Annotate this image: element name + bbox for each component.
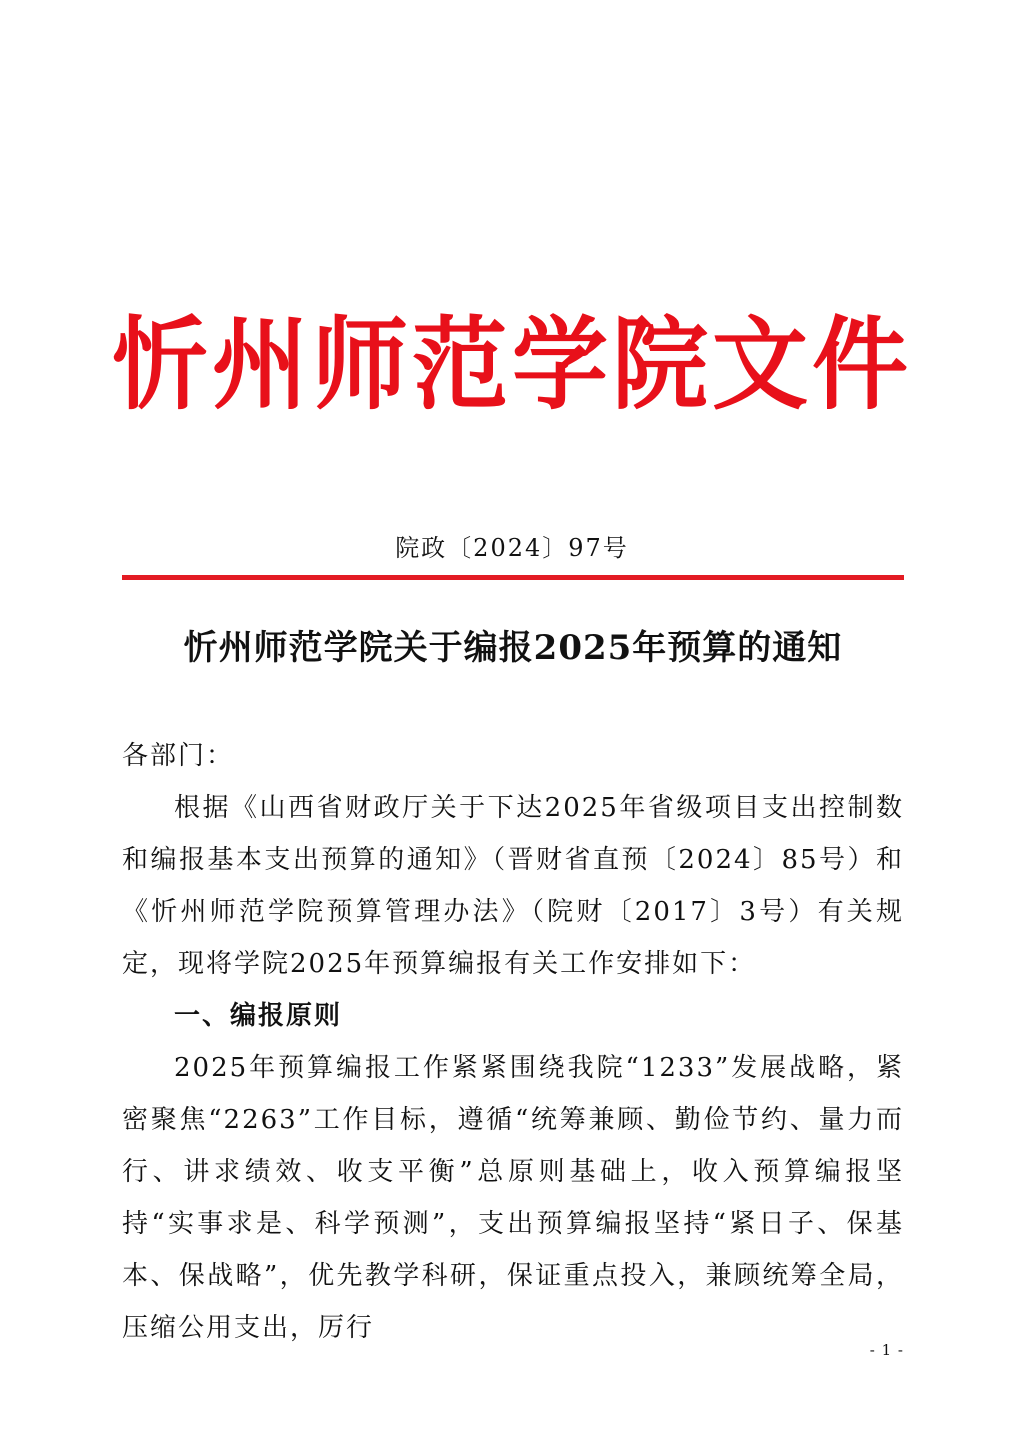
intro-paragraph: 根据《山西省财政厅关于下达2025年省级项目支出控制数和编报基本支出预算的通知》（晋财省直预〔2024〕85号）和《忻州师范学院预算管理办法》（院财〔2017〕3号）有关规定，现将学院2025年预算编报有关工作安排如下： [122,793,904,979]
red-divider-line [122,575,904,580]
masthead-title: 忻州师范学院文件 [112,305,912,424]
document-title: 忻州师范学院关于编报2025年预算的通知 [183,628,843,668]
section-heading: 一、编报原则 [174,1001,343,1031]
salutation: 各部门： [122,741,235,771]
document-body [122,730,904,1354]
document-number: 院政〔2024〕97号 [395,534,629,562]
page-number: - 1 - [869,1341,904,1359]
section-paragraph: 2025年预算编报工作紧紧围绕我院“1233”发展战略，紧密聚焦“2263”工作目标，遵循“统筹兼顾、勤俭节约、量力而行、讲求绩效、收支平衡”总原则基础上，收入预算编报坚持“实事求是、科学预测”，支出预算编报坚持“紧日子、保基本、保战略”，优先教学科研，保证重点投入，兼顾统筹全局，压缩公用支出，厉行 [122,1053,904,1343]
